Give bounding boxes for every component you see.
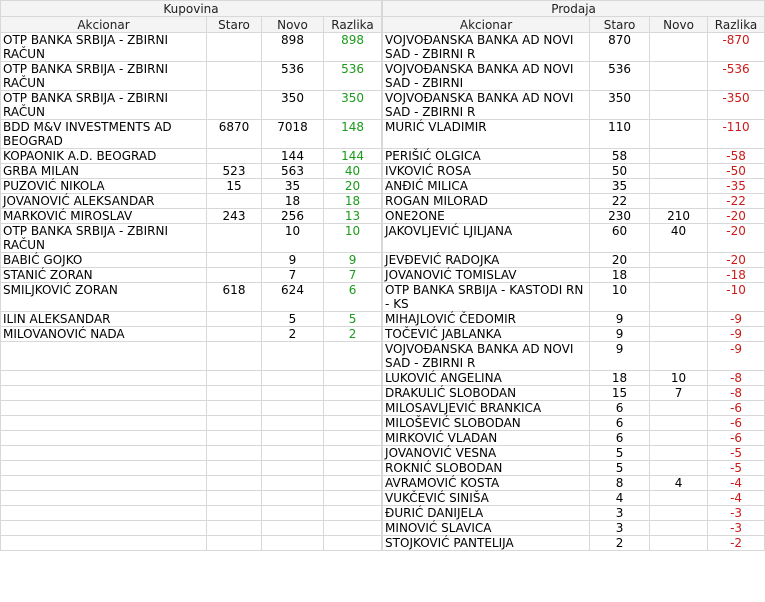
table-row[interactable] [383,33,765,62]
cell-akcionar [1,461,207,476]
cell-novo: 144 [262,149,324,164]
table-row[interactable] [1,386,382,401]
table-row[interactable] [1,253,382,268]
cell-akcionar: GRBA MILAN [1,164,207,179]
cell-staro [207,91,262,120]
cell-razlika: -6 [708,431,765,446]
cell-staro: 110 [590,120,650,149]
cell-novo [262,371,324,386]
cell-staro: 3 [590,521,650,536]
cell-novo: 7 [650,386,708,401]
cell-akcionar: MIHAJLOVIĆ ČEDOMIR [383,312,590,327]
col-header-razlika[interactable]: Razlika [708,17,765,33]
cell-novo [650,461,708,476]
table-row[interactable] [1,461,382,476]
cell-akcionar [1,416,207,431]
cell-novo [650,268,708,283]
cell-staro [207,431,262,446]
cell-akcionar: LUKOVIĆ ANGELINA [383,371,590,386]
table-row[interactable] [1,476,382,491]
table-row[interactable] [383,521,765,536]
cell-razlika [324,342,382,371]
cell-akcionar: MILOSAVLJEVIĆ BRANKICA [383,401,590,416]
cell-akcionar: TOČEVIĆ JABLANKA [383,327,590,342]
cell-razlika [324,401,382,416]
cell-akcionar: MILOVANOVIĆ NADA [1,327,207,342]
cell-razlika: 13 [324,209,382,224]
cell-novo: 10 [650,371,708,386]
cell-staro: 3 [590,506,650,521]
cell-novo [650,416,708,431]
table-row[interactable] [1,491,382,506]
cell-novo [650,521,708,536]
cell-akcionar: PERIŠIĆ OLGICA [383,149,590,164]
cell-razlika: -8 [708,386,765,401]
cell-razlika: 148 [324,120,382,149]
cell-razlika: 7 [324,268,382,283]
cell-razlika: 536 [324,62,382,91]
cell-akcionar [1,491,207,506]
table-row[interactable] [1,283,382,312]
cell-akcionar: AVRAMOVIĆ KOSTA [383,476,590,491]
cell-novo [650,253,708,268]
cell-akcionar: VOJVOĐANSKA BANKA AD NOVI SAD - ZBIRNI R [383,342,590,371]
cell-akcionar: VOJVOĐANSKA BANKA AD NOVI SAD - ZBIRNI R [383,33,590,62]
cell-razlika: -6 [708,416,765,431]
cell-novo [262,446,324,461]
sell-table-body [383,33,765,551]
cell-staro: 8 [590,476,650,491]
cell-razlika [324,536,382,551]
cell-akcionar [1,446,207,461]
cell-akcionar: MURIĆ VLADIMIR [383,120,590,149]
cell-akcionar: DRAKULIĆ SLOBODAN [383,386,590,401]
col-header-staro[interactable]: Staro [590,17,650,33]
cell-razlika: -10 [708,283,765,312]
table-row[interactable] [383,416,765,431]
cell-razlika: -50 [708,164,765,179]
cell-akcionar: ONE2ONE [383,209,590,224]
col-header-novo[interactable]: Novo [262,17,324,33]
table-row[interactable] [1,536,382,551]
cell-staro: 6 [590,416,650,431]
cell-akcionar: JOVANOVIĆ TOMISLAV [383,268,590,283]
cell-staro [207,461,262,476]
cell-staro [207,149,262,164]
cell-staro [207,476,262,491]
cell-akcionar [1,431,207,446]
cell-razlika: -20 [708,209,765,224]
table-row[interactable] [383,536,765,551]
table-row[interactable] [383,476,765,491]
cell-staro: 18 [590,371,650,386]
table-row[interactable] [1,149,382,164]
table-row[interactable] [1,416,382,431]
cell-akcionar [1,476,207,491]
cell-razlika: -5 [708,446,765,461]
cell-staro [207,401,262,416]
col-header-akcionar[interactable]: Akcionar [383,17,590,33]
table-row[interactable] [383,164,765,179]
cell-akcionar: IVKOVIĆ ROSA [383,164,590,179]
cell-razlika: -110 [708,120,765,149]
cell-staro: 35 [590,179,650,194]
cell-novo: 563 [262,164,324,179]
table-row[interactable] [383,371,765,386]
table-row[interactable] [383,62,765,91]
cell-razlika: 10 [324,224,382,253]
cell-novo [650,491,708,506]
table-row[interactable] [1,164,382,179]
cell-akcionar: ĐURIĆ DANIJELA [383,506,590,521]
table-row[interactable] [383,179,765,194]
cell-akcionar: VUKČEVIĆ SINIŠA [383,491,590,506]
sell-table [382,0,765,551]
cell-novo [650,536,708,551]
table-row[interactable] [383,461,765,476]
cell-novo [262,431,324,446]
table-row[interactable] [1,91,382,120]
table-row[interactable] [383,253,765,268]
cell-akcionar: MINOVIĆ SLAVICA [383,521,590,536]
cell-akcionar: OTP BANKA SRBIJA - ZBIRNI RAČUN [1,33,207,62]
cell-novo [650,312,708,327]
cell-akcionar [1,536,207,551]
cell-staro: 350 [590,91,650,120]
table-row[interactable] [1,342,382,371]
table-row[interactable] [1,371,382,386]
table-row[interactable] [383,431,765,446]
cell-staro: 2 [590,536,650,551]
cell-razlika [324,491,382,506]
table-row[interactable] [383,120,765,149]
cell-razlika [324,431,382,446]
cell-akcionar: OTP BANKA SRBIJA - ZBIRNI RAČUN [1,62,207,91]
cell-akcionar [1,342,207,371]
cell-akcionar: SMILJKOVIĆ ZORAN [1,283,207,312]
cell-staro [207,446,262,461]
cell-razlika: -536 [708,62,765,91]
cell-akcionar: KOPAONIK A.D. BEOGRAD [1,149,207,164]
table-row[interactable] [383,194,765,209]
table-row[interactable] [1,521,382,536]
cell-akcionar [1,521,207,536]
cell-novo: 898 [262,33,324,62]
col-header-novo[interactable]: Novo [650,17,708,33]
cell-novo: 210 [650,209,708,224]
cell-razlika: -3 [708,521,765,536]
cell-razlika: 144 [324,149,382,164]
cell-staro [207,253,262,268]
table-row[interactable] [383,327,765,342]
cell-staro: 5 [590,446,650,461]
cell-staro [207,342,262,371]
table-row[interactable] [383,312,765,327]
cell-staro: 10 [590,283,650,312]
cell-novo [650,283,708,312]
cell-razlika: 350 [324,91,382,120]
cell-novo: 5 [262,312,324,327]
cell-staro: 9 [590,342,650,371]
cell-razlika: -20 [708,253,765,268]
cell-razlika: -350 [708,91,765,120]
cell-razlika: -9 [708,342,765,371]
cell-novo: 18 [262,194,324,209]
table-row[interactable] [1,33,382,62]
cell-akcionar: VOJVOĐANSKA BANKA AD NOVI SAD - ZBIRNI R [383,91,590,120]
cell-staro [207,224,262,253]
cell-staro: 870 [590,33,650,62]
cell-razlika [324,506,382,521]
cell-staro [207,521,262,536]
col-header-staro[interactable]: Staro [207,17,262,33]
cell-novo: 7 [262,268,324,283]
cell-razlika: -58 [708,149,765,164]
cell-staro: 6 [590,431,650,446]
table-row[interactable] [1,179,382,194]
cell-akcionar: MILOŠEVIĆ SLOBODAN [383,416,590,431]
table-row[interactable] [383,386,765,401]
cell-staro [207,327,262,342]
cell-razlika [324,371,382,386]
cell-staro: 9 [590,312,650,327]
cell-akcionar: OTP BANKA SRBIJA - KASTODI RN - KS [383,283,590,312]
table-row[interactable] [1,62,382,91]
buy-table [0,0,382,551]
cell-razlika: -870 [708,33,765,62]
cell-razlika [324,386,382,401]
cell-novo [650,91,708,120]
cell-razlika: 18 [324,194,382,209]
cell-novo: 2 [262,327,324,342]
table-row[interactable] [383,506,765,521]
table-row[interactable] [1,224,382,253]
cell-staro: 15 [590,386,650,401]
cell-staro: 6 [590,401,650,416]
cell-staro: 523 [207,164,262,179]
cell-novo: 35 [262,179,324,194]
cell-novo [262,491,324,506]
cell-akcionar: JAKOVLJEVIĆ LJILJANA [383,224,590,253]
cell-razlika: -2 [708,536,765,551]
cell-razlika: 898 [324,33,382,62]
cell-staro: 50 [590,164,650,179]
table-row[interactable] [383,283,765,312]
cell-razlika: -4 [708,491,765,506]
buy-section-title: Kupovina [1,1,382,17]
cell-razlika [324,416,382,431]
cell-razlika: 20 [324,179,382,194]
cell-staro [207,416,262,431]
cell-novo [262,461,324,476]
cell-razlika: -4 [708,476,765,491]
cell-razlika: 40 [324,164,382,179]
cell-akcionar: VOJVOĐANSKA BANKA AD NOVI SAD - ZBIRNI [383,62,590,91]
cell-akcionar: STOJKOVIĆ PANTELIJA [383,536,590,551]
cell-akcionar [1,371,207,386]
cell-staro: 4 [590,491,650,506]
cell-novo [650,194,708,209]
table-row[interactable] [383,446,765,461]
cell-razlika [324,461,382,476]
cell-staro [207,33,262,62]
cell-staro: 536 [590,62,650,91]
cell-staro: 18 [590,268,650,283]
cell-staro: 5 [590,461,650,476]
cell-staro [207,491,262,506]
cell-razlika: -3 [708,506,765,521]
cell-novo [262,476,324,491]
cell-akcionar: JEVĐEVIĆ RADOJKA [383,253,590,268]
cell-staro: 20 [590,253,650,268]
cell-novo [262,386,324,401]
cell-razlika [324,446,382,461]
cell-novo: 7018 [262,120,324,149]
cell-razlika: -6 [708,401,765,416]
cell-razlika: 9 [324,253,382,268]
cell-razlika [324,476,382,491]
buy-table-body [1,33,382,551]
cell-staro: 22 [590,194,650,209]
cell-novo [650,33,708,62]
cell-staro [207,386,262,401]
cell-novo [650,342,708,371]
table-row[interactable] [1,268,382,283]
cell-novo: 9 [262,253,324,268]
cell-novo: 256 [262,209,324,224]
cell-razlika: -35 [708,179,765,194]
table-row[interactable] [383,342,765,371]
table-row[interactable] [383,209,765,224]
cell-novo: 624 [262,283,324,312]
table-row[interactable] [1,431,382,446]
table-row[interactable] [1,312,382,327]
cell-akcionar [1,401,207,416]
table-row[interactable] [383,268,765,283]
table-row[interactable] [1,506,382,521]
cell-novo [650,179,708,194]
cell-staro: 9 [590,327,650,342]
cell-razlika [324,521,382,536]
cell-staro: 243 [207,209,262,224]
cell-novo [650,506,708,521]
cell-novo: 350 [262,91,324,120]
cell-novo [262,342,324,371]
cell-staro [207,194,262,209]
cell-novo: 4 [650,476,708,491]
col-header-razlika[interactable]: Razlika [324,17,382,33]
cell-akcionar [1,386,207,401]
sell-section-title: Prodaja [383,1,765,17]
table-row[interactable] [1,401,382,416]
col-header-akcionar[interactable]: Akcionar [1,17,207,33]
cell-novo [650,164,708,179]
cell-staro: 58 [590,149,650,164]
cell-razlika: 2 [324,327,382,342]
cell-staro [207,268,262,283]
cell-akcionar: STANIĆ ZORAN [1,268,207,283]
cell-razlika: 6 [324,283,382,312]
cell-staro: 230 [590,209,650,224]
cell-akcionar: OTP BANKA SRBIJA - ZBIRNI RAČUN [1,224,207,253]
cell-novo: 10 [262,224,324,253]
table-row[interactable] [1,194,382,209]
cell-akcionar: PUZOVIĆ NIKOLA [1,179,207,194]
cell-akcionar: BDD M&V INVESTMENTS AD BEOGRAD [1,120,207,149]
cell-razlika: -5 [708,461,765,476]
cell-staro [207,506,262,521]
table-row[interactable] [383,149,765,164]
cell-novo [650,120,708,149]
cell-razlika: 5 [324,312,382,327]
table-row[interactable] [1,209,382,224]
cell-akcionar: MIRKOVIĆ VLADAN [383,431,590,446]
cell-akcionar [1,506,207,521]
cell-novo: 40 [650,224,708,253]
cell-razlika: -22 [708,194,765,209]
cell-staro: 60 [590,224,650,253]
cell-akcionar: OTP BANKA SRBIJA - ZBIRNI RAČUN [1,91,207,120]
cell-novo [650,431,708,446]
cell-akcionar: JOVANOVIĆ VESNA [383,446,590,461]
table-row[interactable] [1,120,382,149]
cell-staro [207,62,262,91]
cell-staro: 15 [207,179,262,194]
cell-razlika: -9 [708,327,765,342]
table-row[interactable] [1,446,382,461]
cell-akcionar: ANĐIĆ MILICA [383,179,590,194]
cell-razlika: -9 [708,312,765,327]
cell-razlika: -20 [708,224,765,253]
cell-staro [207,312,262,327]
cell-novo [262,506,324,521]
cell-staro: 6870 [207,120,262,149]
cell-akcionar: BABIĆ GOJKO [1,253,207,268]
cell-novo [650,62,708,91]
cell-akcionar: JOVANOVIĆ ALEKSANDAR [1,194,207,209]
table-row[interactable] [383,491,765,506]
cell-staro: 618 [207,283,262,312]
cell-novo: 536 [262,62,324,91]
cell-novo [262,536,324,551]
table-row[interactable] [383,224,765,253]
cell-razlika: -18 [708,268,765,283]
cell-akcionar: MARKOVIĆ MIROSLAV [1,209,207,224]
cell-staro [207,371,262,386]
cell-akcionar: ROKNIĆ SLOBODAN [383,461,590,476]
cell-novo [650,149,708,164]
cell-akcionar: ROGAN MILORAD [383,194,590,209]
table-row[interactable] [1,327,382,342]
cell-akcionar: ILIN ALEKSANDAR [1,312,207,327]
table-row[interactable] [383,401,765,416]
cell-novo [650,327,708,342]
cell-novo [262,416,324,431]
cell-novo [262,401,324,416]
cell-novo [650,446,708,461]
cell-razlika: -8 [708,371,765,386]
cell-staro [207,536,262,551]
table-row[interactable] [383,91,765,120]
cell-novo [650,401,708,416]
cell-novo [262,521,324,536]
